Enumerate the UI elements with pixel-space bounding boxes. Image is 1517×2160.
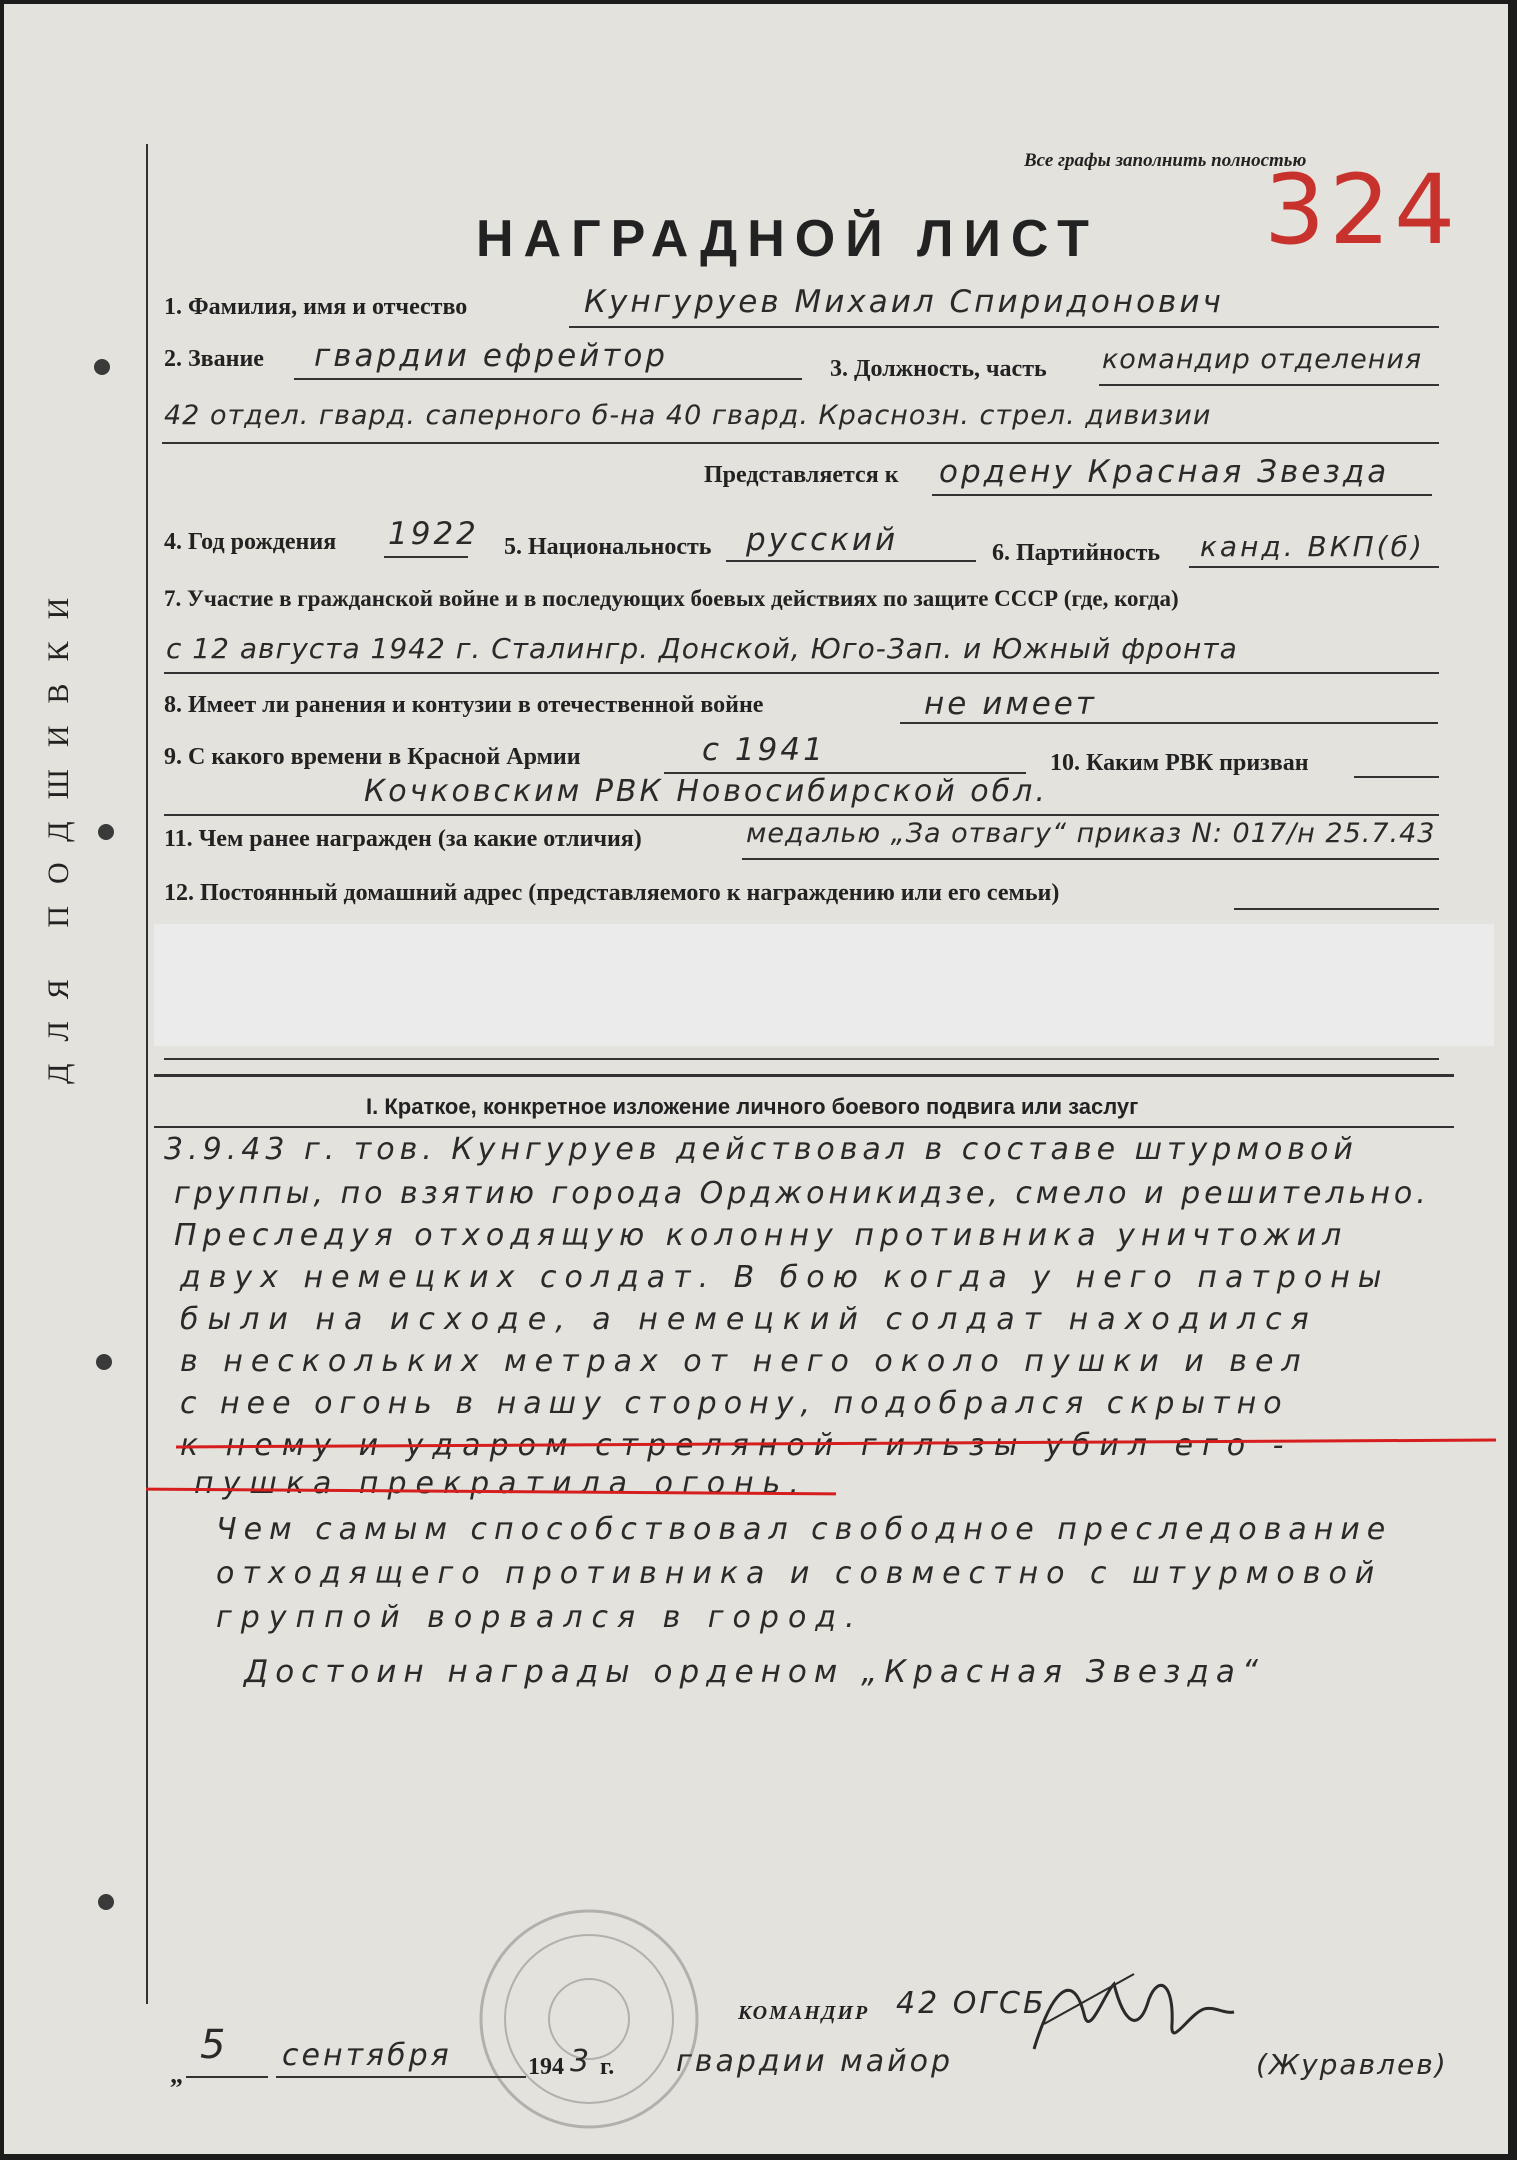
redacted-address-block	[154, 924, 1494, 1046]
year-printed: 194	[528, 2054, 564, 2080]
field-11-line	[742, 858, 1439, 860]
field-12-label: 12. Постоянный домашний адрес (представляемого к награждению или его семьи)	[164, 880, 1060, 906]
field-3-value: командир отделения	[1102, 344, 1423, 375]
award-sheet	[4, 4, 1508, 2154]
field-9-value: с 1941	[702, 732, 826, 768]
binding-margin-line	[146, 144, 148, 2004]
field-10-line	[1354, 776, 1439, 778]
field-7-label: 7. Участие в гражданской войне и в последующих боевых действиях по защите СССР (где, когда)	[164, 586, 1179, 611]
date-month: сентября	[282, 2038, 452, 2073]
field-6-value: канд. ВКП(б)	[1200, 530, 1425, 563]
year-hand: 3	[570, 2044, 593, 2079]
sheet-number: 324	[1264, 154, 1460, 266]
field-11-value: медалью „За отвагу“ приказ N: 017/н 25.7.43	[746, 818, 1436, 849]
field-3-unit: 42 отдел. гвард. саперного б-на 40 гвард. Краснозн. стрел. дивизии	[164, 400, 1212, 431]
field-1-value: Кунгуруев Михаил Спиридонович	[584, 284, 1224, 320]
field-5-line	[726, 560, 976, 562]
presented-label: Представляется к	[704, 462, 899, 488]
year-suffix: г.	[600, 2054, 615, 2080]
field-2-value: гвардии ефрейтор	[314, 338, 668, 374]
narrative-line: двух немецких солдат. В бою когда у него патроны	[180, 1260, 1390, 1295]
page-title: НАГРАДНОЙ ЛИСТ	[476, 210, 1099, 268]
field-4-label: 4. Год рождения	[164, 529, 337, 555]
binding-hole	[96, 1354, 112, 1370]
binding-hole	[94, 359, 110, 375]
field-5-label: 5. Национальность	[504, 534, 712, 560]
field-6-line	[1189, 566, 1439, 568]
date-day-line	[186, 2076, 268, 2078]
field-3-line	[1099, 384, 1439, 386]
section-divider	[154, 1074, 1454, 1077]
field-3-unit-line	[162, 442, 1439, 444]
address-line	[164, 1058, 1439, 1060]
field-1-line	[569, 326, 1439, 328]
field-8-value: не имеет	[924, 686, 1097, 722]
narrative-line: к нему и ударом стреляной гильзы убил его -	[180, 1428, 1293, 1463]
presented-line	[932, 494, 1432, 496]
field-10-value: Кочковским РВК Новосибирской обл.	[364, 774, 1048, 809]
commander-label: КОМАНДИР	[738, 2002, 870, 2024]
field-7-value: с 12 августа 1942 г. Сталингр. Донской, Юго-Зап. и Южный фронта	[166, 632, 1238, 665]
narrative-line: были на исходе, а немецкий солдат находился	[180, 1302, 1318, 1337]
official-stamp	[474, 1904, 704, 2134]
narrative-line: Преследуя отходящую колонну противника уничтожил	[174, 1218, 1348, 1253]
field-10-label: 10. Каким РВК призван	[1050, 750, 1309, 776]
narrative-line: Достоин награды орденом „Красная Звезда“	[244, 1654, 1265, 1690]
narrative-line: группы, по взятию города Орджоникидзе, смело и решительно.	[174, 1176, 1430, 1211]
section-title-rule	[154, 1126, 1454, 1128]
narrative-line: Чем самым способствовал свободное преследование	[216, 1512, 1393, 1547]
narrative-line: отходящего противника и совместно с штурмовой	[216, 1556, 1383, 1591]
binding-hole	[98, 1894, 114, 1910]
date-month-line	[276, 2076, 526, 2078]
commander-unit: 42 ОГСБ	[896, 1986, 1047, 2021]
commander-rank: гвардии майор	[676, 2044, 954, 2079]
field-4-value: 1922	[388, 516, 479, 552]
field-1-label: 1. Фамилия, имя и отчество	[164, 294, 468, 320]
date-day: 5	[200, 2022, 229, 2068]
field-2-line	[294, 378, 802, 380]
field-8-line	[900, 722, 1438, 724]
narrative-line: группой ворвался в город.	[216, 1600, 864, 1635]
binding-strip-text: ДЛЯ ПОДШИВКИ	[42, 575, 75, 1084]
commander-signature	[1014, 1954, 1244, 2074]
field-12-line	[1234, 908, 1439, 910]
narrative-line: пушка прекратила огонь.	[194, 1466, 808, 1501]
presented-value: ордену Красная Звезда	[939, 454, 1390, 490]
narrative-line: в нескольких метрах от него около пушки и вел	[180, 1344, 1309, 1379]
field-10-value-line	[164, 814, 1439, 816]
field-2-label: 2. Звание	[164, 346, 264, 372]
field-7-line	[164, 672, 1439, 674]
field-5-value: русский	[746, 522, 899, 558]
field-11-label: 11. Чем ранее награжден (за какие отличия)	[164, 826, 642, 852]
field-8-label: 8. Имеет ли ранения и контузии в отечественной войне	[164, 692, 764, 718]
field-6-label: 6. Партийность	[992, 540, 1161, 566]
section-1-title: I. Краткое, конкретное изложение личного боевого подвига или заслуг	[366, 1094, 1139, 1119]
field-3-label: 3. Должность, часть	[830, 356, 1047, 382]
narrative-line: с нее огонь в нашу сторону, подобрался скрытно	[180, 1386, 1289, 1421]
narrative-line: 3.9.43 г. тов. Кунгуруев действовал в составе штурмовой	[164, 1132, 1358, 1167]
field-4-line	[384, 556, 468, 558]
field-9-label: 9. С какого времени в Красной Армии	[164, 744, 581, 770]
fill-note: Все графы заполнить полностью	[1024, 150, 1307, 171]
date-open-quote: „	[170, 2060, 183, 2089]
binding-hole	[98, 824, 114, 840]
commander-name: (Журавлев)	[1256, 2048, 1448, 2081]
